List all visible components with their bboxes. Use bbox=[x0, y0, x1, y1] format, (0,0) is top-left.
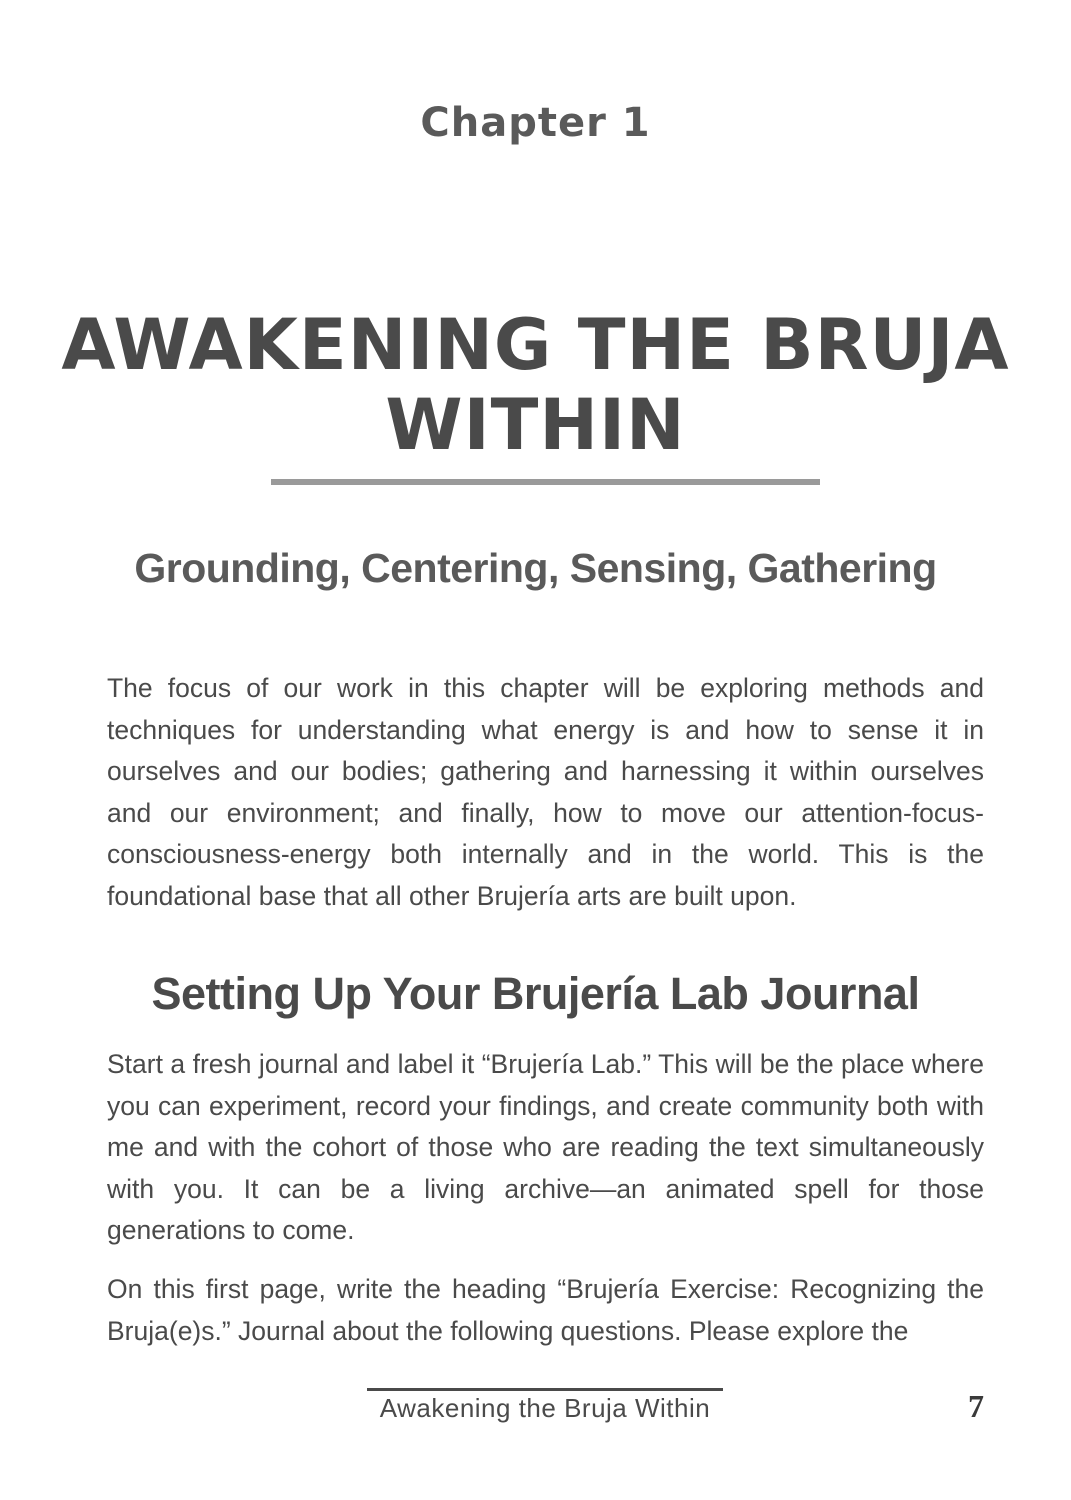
section-paragraph-2: On this first page, write the heading “Brujería Exercise: Recognizing the Bruja(e)s.” Journal about the following questions. Please explore the bbox=[107, 1274, 984, 1346]
footer-rule bbox=[367, 1388, 723, 1391]
running-head: Awakening the Bruja Within bbox=[379, 1393, 711, 1423]
intro-paragraph: The focus of our work in this chapter will be exploring methods and techniques for understanding what energy is and how to sense it in ourselves and our bodies; gathering and harnessing it within ourselves and our environment; and finally, how to move our attention-focus-consciousness-energy both internally and in the world. This is the foundational base that all other Brujería arts are built upon. bbox=[107, 673, 984, 911]
title-underline bbox=[271, 479, 820, 485]
chapter-title: AWAKENING THE BRUJA WITHIN bbox=[61, 304, 1010, 466]
chapter-label: Chapter 1 bbox=[420, 100, 651, 146]
section-heading: Setting Up Your Brujería Lab Journal bbox=[151, 968, 920, 1019]
chapter-subtitle: Grounding, Centering, Sensing, Gathering bbox=[134, 545, 937, 591]
page-number: 7 bbox=[968, 1388, 984, 1424]
section-paragraph-1: Start a fresh journal and label it “Brujería Lab.” This will be the place where you can experiment, record your findings, and create community both with me and with the cohort of those who are reading the text simultaneously with you. It can be a living archive—an animated spell for those generations to come. bbox=[107, 1049, 984, 1246]
